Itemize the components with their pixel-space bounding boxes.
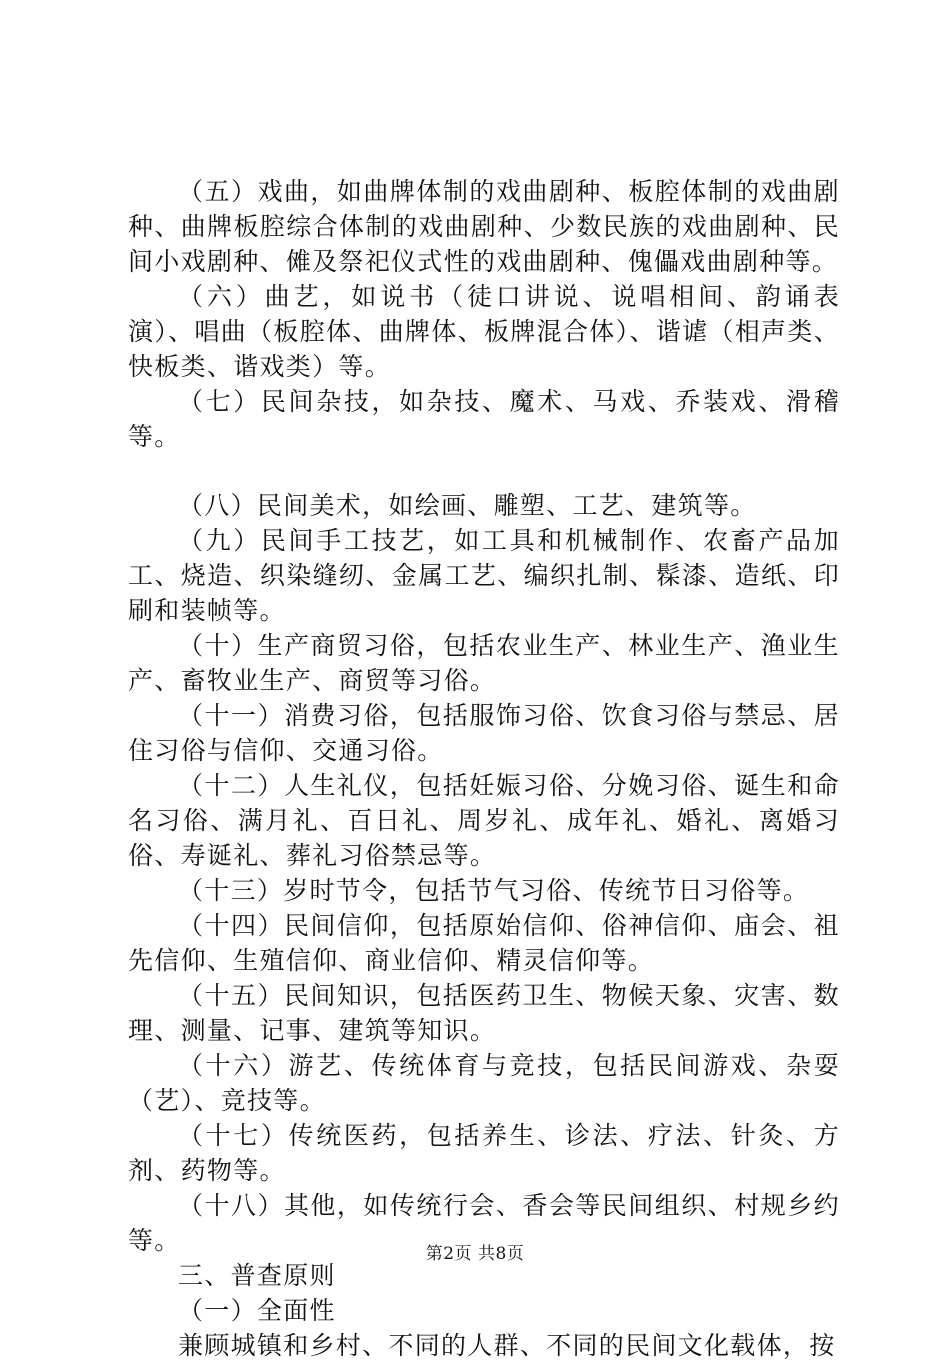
paragraph-folk-art: （八）民间美术，如绘画、雕塑、工艺、建筑等。 bbox=[178, 491, 757, 520]
paragraph-games-sports: （十六）游艺、传统体育与竞技，包括民间游戏、杂耍（艺）、竞技等。 bbox=[128, 1051, 840, 1115]
paragraph-acrobatics: （七）民间杂技，如杂技、魔术、马戏、乔装戏、滑稽等。 bbox=[128, 387, 840, 451]
page-number-footer: 第2页 共8页 bbox=[425, 1244, 525, 1264]
subsection-heading-comprehensive: （一）全面性 bbox=[178, 1296, 336, 1325]
paragraph-seasonal-festivals: （十三）岁时节令，包括节气习俗、传统节日习俗等。 bbox=[178, 876, 810, 905]
paragraph-life-rituals: （十二）人生礼仪，包括妊娠习俗、分娩习俗、诞生和命名习俗、满月礼、百日礼、周岁礼、成年礼、婚礼、离婚习俗、寿诞礼、葬礼习俗禁忌等。 bbox=[128, 771, 840, 870]
paragraph-other: （十八）其他，如传统行会、香会等民间组织、村规乡约等。 bbox=[128, 1191, 840, 1255]
paragraph-comprehensive-text: 兼顾城镇和乡村、不同的人群、不同的民间文化载体，按 bbox=[178, 1331, 836, 1360]
paragraph-opera: （五）戏曲，如曲牌体制的戏曲剧种、板腔体制的戏曲剧种、曲牌板腔综合体制的戏曲剧种、少数民族的戏曲剧种、民间小戏剧种、傩及祭祀仪式性的戏曲剧种、傀儡戏曲剧种等。 bbox=[128, 177, 840, 276]
paragraph-handicraft: （九）民间手工技艺，如工具和机械制作、农畜产品加工、烧造、织染缝纫、金属工艺、编织扎制、髹漆、造纸、印刷和装帧等。 bbox=[128, 526, 840, 625]
paragraph-production-customs: （十）生产商贸习俗，包括农业生产、林业生产、渔业生产、畜牧业生产、商贸等习俗。 bbox=[128, 631, 840, 695]
paragraph-consumption-customs: （十一）消费习俗，包括服饰习俗、饮食习俗与禁忌、居住习俗与信仰、交通习俗。 bbox=[128, 701, 840, 765]
section-heading-principles: 三、普查原则 bbox=[178, 1261, 336, 1290]
paragraph-folk-knowledge: （十五）民间知识，包括医药卫生、物候天象、灾害、数理、测量、记事、建筑等知识。 bbox=[128, 981, 840, 1045]
document-body bbox=[128, 174, 840, 1363]
paragraph-traditional-medicine: （十七）传统医药，包括养生、诊法、疗法、针灸、方剂、药物等。 bbox=[128, 1121, 840, 1185]
paragraph-quyi: （六）曲艺，如说书（徒口讲说、说唱相间、韵诵表演）、唱曲（板腔体、曲牌体、板牌混合体）、谐谑（相声类、快板类、谐戏类）等。 bbox=[128, 282, 840, 381]
paragraph-folk-beliefs: （十四）民间信仰，包括原始信仰、俗神信仰、庙会、祖先信仰、生殖信仰、商业信仰、精灵信仰等。 bbox=[128, 911, 840, 975]
